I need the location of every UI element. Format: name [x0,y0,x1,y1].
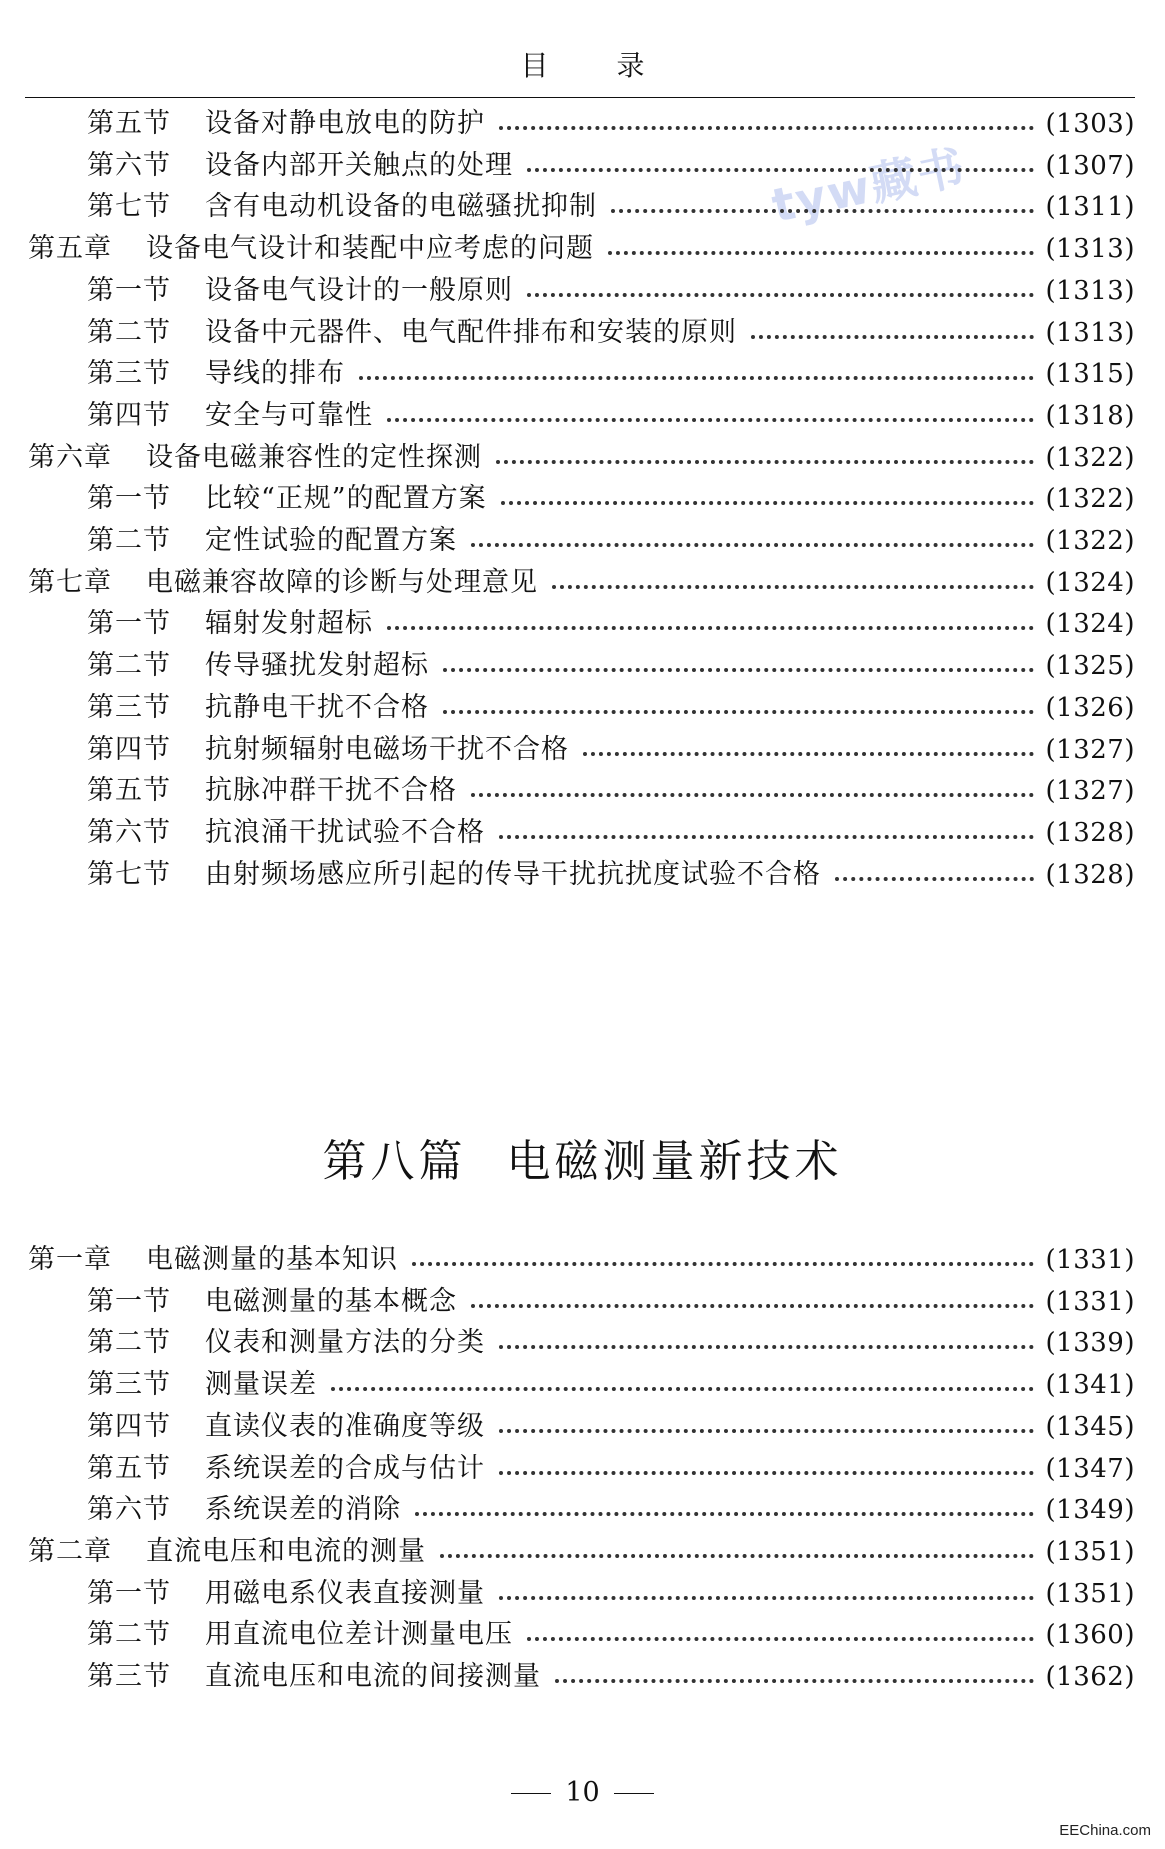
toc-leader-dots [751,335,1034,339]
toc-entry-label: 第六节 [87,816,171,848]
toc-entry-page: (1341) [1045,1370,1135,1401]
toc-section-row [87,602,1135,646]
toc-leader-dots [443,668,1034,672]
part-label: 第八篇 [322,1136,467,1187]
toc-section-row [87,311,1135,355]
toc-entry-label: 第二节 [87,650,171,682]
toc-entry-title: 仪表和测量方法的分类 [205,1327,485,1359]
toc-entry-title: 电磁测量的基本知识 [146,1244,398,1275]
toc-section-row [87,769,1135,813]
toc-entry-title: 抗脉冲群干扰不合格 [205,775,457,807]
toc-entry-page: (1315) [1045,359,1135,390]
toc-entry-title: 设备中元器件、电气配件排布和安装的原则 [205,316,737,348]
toc-section-row [87,1572,1135,1616]
toc-entry-page: (1324) [1045,567,1135,598]
toc-entry-label: 第二节 [87,316,171,348]
toc-entry-label: 第三节 [87,358,171,390]
toc-entry-title: 电磁兼容故障的诊断与处理意见 [146,566,538,598]
toc-entry-label: 第五节 [87,775,171,807]
toc-leader-dots [608,251,1034,255]
page-header: 目录 [520,49,713,82]
toc-leader-dots [583,752,1034,756]
toc-leader-dots [527,293,1034,297]
toc-leader-dots [471,793,1034,797]
toc-section-row [87,644,1135,688]
toc-entry-label: 第六节 [87,149,171,181]
toc-entry-title: 安全与可靠性 [205,399,373,431]
toc-entry-page: (1303) [1045,109,1135,139]
toc-entry-label: 第五章 [28,233,112,265]
toc-entry-title: 系统误差的合成与估计 [205,1452,485,1484]
toc-entry-title: 导线的排布 [205,358,345,390]
toc-entry-label: 第二节 [87,1619,171,1651]
toc-entry-title: 直读仪表的准确度等级 [205,1410,485,1442]
toc-entry-label: 第七节 [87,858,171,890]
toc-chapter-row [28,561,1135,605]
toc-entry-title: 系统误差的消除 [205,1494,401,1526]
toc-entry-page: (1339) [1045,1328,1135,1359]
toc-entry-label: 第三节 [87,691,171,723]
toc-section-row [87,1613,1135,1657]
toc-entry-page: (1307) [1045,150,1135,181]
toc-entry-page: (1347) [1045,1453,1135,1484]
toc-leader-dots [412,1262,1034,1266]
toc-entry-label: 第一节 [87,274,171,306]
toc-entry-page: (1349) [1045,1495,1135,1526]
watermark: tyw藏书 [767,139,971,233]
toc-entry-title: 测量误差 [205,1369,317,1401]
toc-entry-label: 第二节 [87,525,171,556]
toc-entry-page: (1328) [1045,859,1135,890]
toc-leader-dots [471,1304,1034,1308]
toc-entry-page: (1331) [1045,1245,1135,1275]
toc-leader-dots [499,1471,1034,1475]
toc-entry-label: 第一节 [87,483,171,515]
toc-leader-dots [555,1679,1034,1683]
toc-entry-label: 第二节 [87,1327,171,1359]
toc-entry-title: 抗静电干扰不合格 [205,691,429,723]
toc-leader-dots [331,1387,1034,1391]
toc-entry-page: (1351) [1045,1536,1135,1567]
toc-leader-dots [387,626,1034,630]
page-number: 10 [565,1777,600,1808]
toc-entry-title: 抗浪涌干扰试验不合格 [205,816,485,848]
part-name: 电磁测量新技术 [506,1136,843,1187]
toc-leader-dots [443,710,1034,714]
toc-entry-page: (1322) [1045,526,1135,556]
toc-chapter-row [28,436,1135,480]
toc-entry-page: (1362) [1045,1662,1135,1692]
footer-dash-right [614,1793,654,1794]
toc-entry-page: (1322) [1045,484,1135,515]
toc-entry-label: 第四节 [87,1410,171,1442]
toc-entry-title: 设备对静电放电的防护 [205,108,485,139]
toc-entry-label: 第四节 [87,399,171,431]
toc-leader-dots [611,209,1034,213]
toc-leader-dots [415,1512,1034,1516]
toc-entry-title: 直流电压和电流的测量 [146,1535,426,1567]
toc-entry-page: (1328) [1045,817,1135,848]
toc-section-row [87,1447,1135,1491]
toc-section-row [87,477,1135,521]
toc-entry-label: 第一节 [87,608,171,640]
toc-leader-dots [552,585,1034,589]
toc-entry-label: 第七节 [87,191,171,223]
toc-leader-dots [359,376,1034,380]
toc-entry-title: 电磁测量的基本概念 [205,1285,457,1317]
toc-entry-page: (1360) [1045,1620,1135,1651]
toc-section-row [87,185,1135,229]
header-rule [25,97,1135,98]
toc-entry-title: 设备电气设计和装配中应考虑的问题 [146,233,594,265]
toc-section-row [87,1488,1135,1532]
toc-entry-label: 第六章 [28,441,112,473]
toc-entry-page: (1311) [1045,192,1135,223]
toc-entry-title: 比较“正规”的配置方案 [205,483,487,515]
toc-entry-label: 第七章 [28,566,112,598]
toc-entry-label: 第一节 [87,1577,171,1609]
page-footer [0,1773,1165,1813]
toc-entry-page: (1324) [1045,609,1135,640]
toc-entry-title: 抗射频辐射电磁场干扰不合格 [205,733,569,765]
toc-entry-page: (1313) [1045,317,1135,348]
toc-leader-dots [471,543,1034,547]
toc-entry-title: 用磁电系仪表直接测量 [205,1577,485,1609]
toc-leader-dots [527,168,1034,172]
toc-entry-label: 第一章 [28,1244,112,1275]
toc-section-row [87,728,1135,772]
toc-entry-page: (1318) [1045,400,1135,431]
toc-entry-title: 由射频场感应所引起的传导干扰抗扰度试验不合格 [205,858,821,890]
toc-entry-title: 设备电气设计的一般原则 [205,274,513,306]
toc-entry-page: (1326) [1045,692,1135,723]
toc-entry-title: 辐射发射超标 [205,608,373,640]
toc-entry-page: (1325) [1045,651,1135,682]
toc-entry-label: 第三节 [87,1369,171,1401]
toc-entry-page: (1345) [1045,1411,1135,1442]
toc-entry-title: 用直流电位差计测量电压 [205,1619,513,1651]
toc-leader-dots [440,1554,1034,1558]
toc-section-row [87,1321,1135,1365]
toc-leader-dots [527,1637,1034,1641]
toc-chapter-row [28,227,1135,271]
toc-chapter-row [28,1530,1135,1574]
toc-section-row [87,686,1135,730]
toc-section-row [87,853,1135,897]
toc-section-row [87,1405,1135,1449]
toc-leader-dots [499,835,1034,839]
toc-entry-page: (1327) [1045,776,1135,807]
toc-leader-dots [835,877,1034,881]
toc-leader-dots [496,460,1034,464]
corner-mark: EEChina.com [1059,1822,1151,1839]
toc-section-row [87,1363,1135,1407]
footer-dash-left [511,1793,551,1794]
toc-section-row [87,102,1135,146]
toc-entry-title: 设备电磁兼容性的定性探测 [146,441,482,473]
part-heading [0,1132,1165,1192]
toc-section-row [87,1655,1135,1699]
toc-section-row [87,519,1135,563]
toc-entry-title: 定性试验的配置方案 [205,525,457,556]
toc-entry-label: 第四节 [87,733,171,765]
toc-leader-dots [499,1429,1034,1433]
toc-entry-label: 第五节 [87,108,171,139]
toc-entry-label: 第二章 [28,1535,112,1567]
toc-entry-page: (1351) [1045,1578,1135,1609]
toc-leader-dots [499,1345,1034,1349]
toc-section-row [87,144,1135,188]
toc-leader-dots [499,126,1034,130]
toc-entry-title: 设备内部开关触点的处理 [205,149,513,181]
toc-entry-title: 含有电动机设备的电磁骚扰抑制 [205,191,597,223]
toc-leader-dots [499,1596,1034,1600]
toc-entry-title: 直流电压和电流的间接测量 [205,1661,541,1692]
toc-entry-page: (1322) [1045,442,1135,473]
toc-leader-dots [387,418,1034,422]
toc-entry-page: (1331) [1045,1286,1135,1317]
toc-leader-dots [501,501,1034,505]
toc-entry-page: (1313) [1045,234,1135,265]
toc-entry-label: 第一节 [87,1285,171,1317]
toc-section-row [87,811,1135,855]
toc-section-row [87,352,1135,396]
toc-entry-label: 第六节 [87,1494,171,1526]
toc-entry-label: 第三节 [87,1661,171,1692]
toc-entry-title: 传导骚扰发射超标 [205,650,429,682]
toc-section-row [87,269,1135,313]
toc-entry-page: (1327) [1045,734,1135,765]
toc-section-row [87,1280,1135,1324]
toc-entry-page: (1313) [1045,275,1135,306]
toc-entry-label: 第五节 [87,1452,171,1484]
toc-chapter-row [28,1238,1135,1282]
toc-section-row [87,394,1135,438]
